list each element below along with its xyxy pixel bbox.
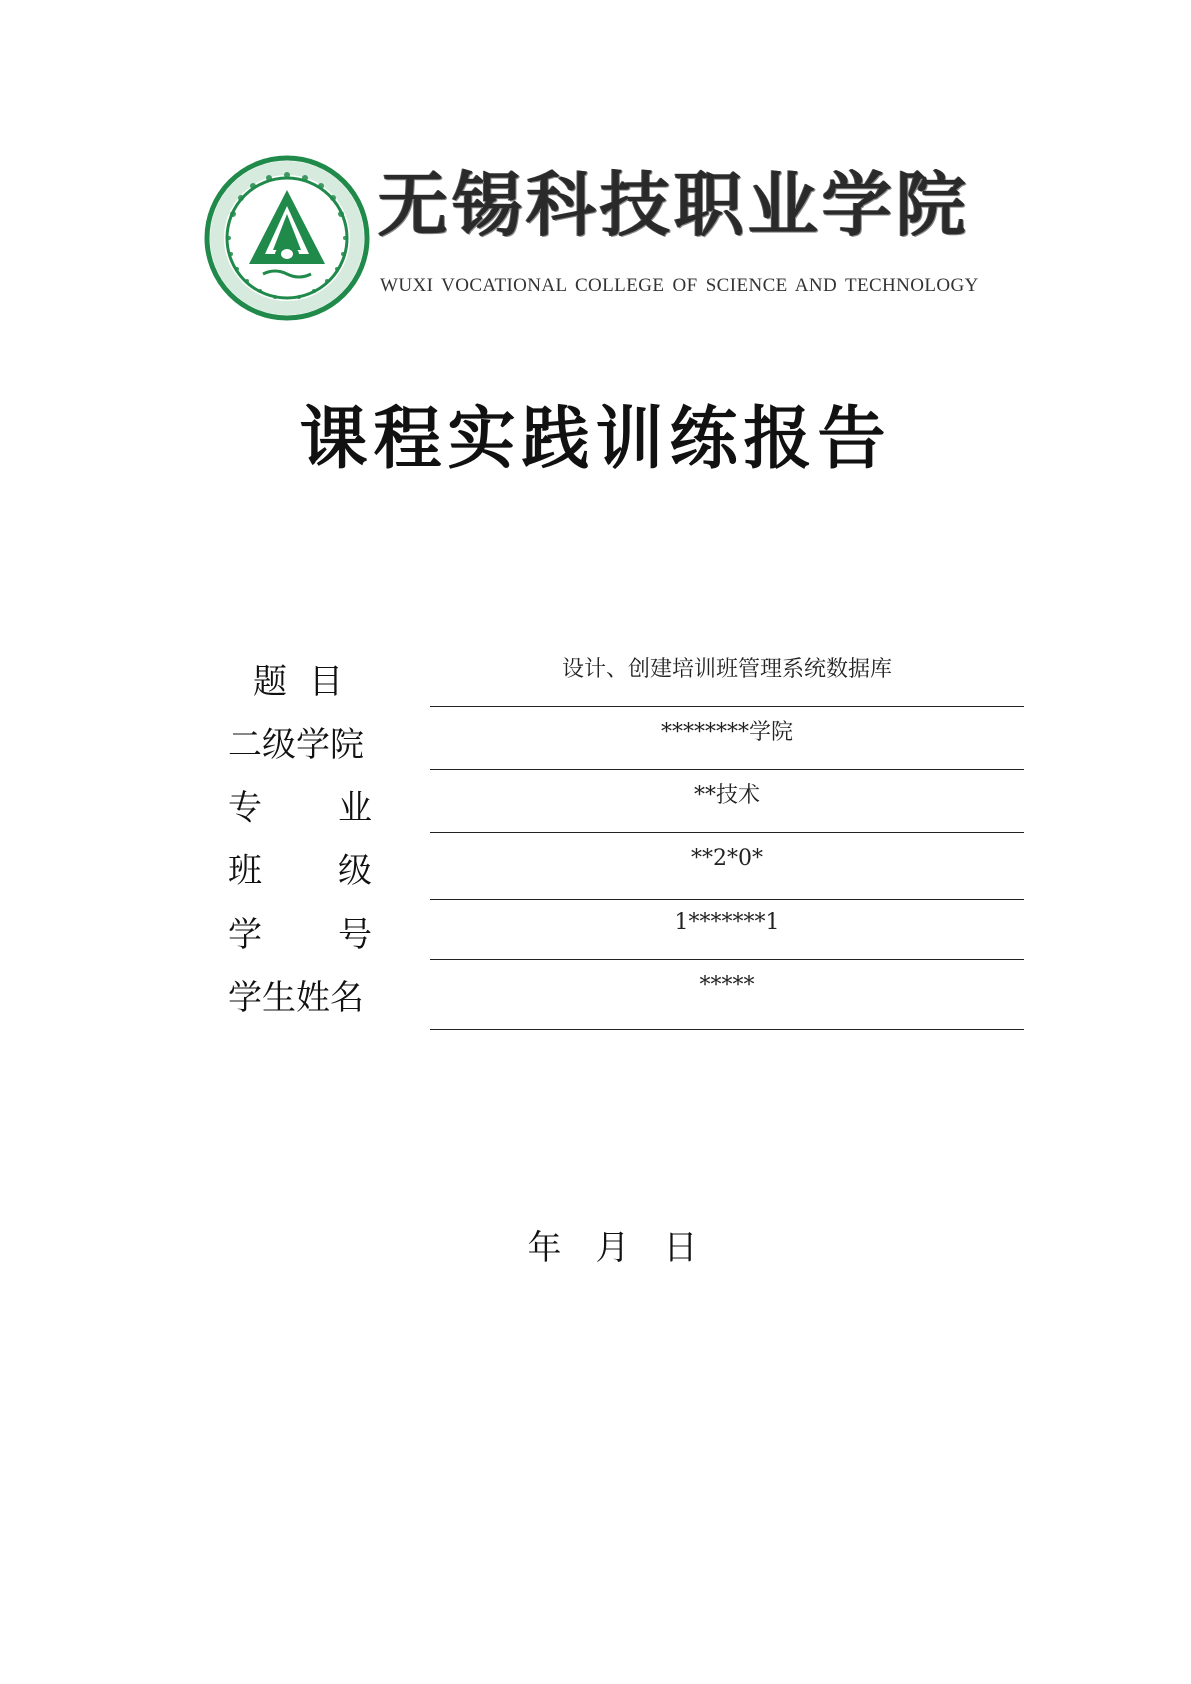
form-underline-student-name — [430, 1029, 1024, 1030]
form-row-major — [0, 776, 1191, 836]
form-underline-student-id — [430, 959, 1024, 960]
form-label-student-id — [228, 915, 372, 955]
college-name-cn: 无锡科技职业学院 — [378, 163, 970, 246]
form-value-class: **2*0* — [691, 846, 763, 871]
report-title: 课程实践训练报告 — [299, 399, 892, 479]
college-header — [203, 150, 1003, 330]
form-label-class-char-1: 班 — [228, 851, 262, 891]
form-underline-class — [430, 899, 1024, 900]
form-label-class-char-2: 级 — [338, 851, 372, 891]
form-label-major — [228, 788, 372, 828]
form-label-student-id-char-2: 号 — [338, 915, 372, 955]
date-year-label: 年 — [527, 1228, 562, 1268]
form-label-topic-char-2: 目 — [309, 662, 343, 702]
form-label-student-name: 学生姓名 — [228, 978, 364, 1018]
form-label-student-id-char-1: 学 — [228, 915, 262, 955]
form-underline-college — [430, 769, 1024, 770]
form-value-student-name: ***** — [699, 973, 755, 998]
form-value-major: **技术 — [693, 783, 760, 808]
date-month-label: 月 — [595, 1228, 630, 1268]
form-row-student-id — [0, 903, 1191, 963]
form-label-class-text — [228, 851, 372, 891]
form-label-college: 二级学院 — [228, 725, 364, 765]
form-underline-major — [430, 832, 1024, 833]
form-row-class — [0, 839, 1191, 899]
form-value-topic: 设计、创建培训班管理系统数据库 — [561, 657, 892, 682]
form-label-topic-char-1: 题 — [253, 662, 287, 702]
form-label-class — [228, 851, 372, 891]
form-underline-topic — [430, 706, 1024, 707]
form-row-student-name — [0, 966, 1191, 1026]
form-label-topic — [253, 662, 343, 702]
form-row-topic — [0, 650, 1191, 710]
form-label-student-id-text — [228, 915, 372, 955]
form-label-major-char-1: 专 — [228, 788, 262, 828]
date-line — [0, 1228, 1191, 1268]
form-label-major-text — [228, 788, 372, 828]
form-value-student-id: 1*******1 — [674, 910, 780, 935]
form-label-topic-text — [253, 662, 343, 702]
date-day-label: 日 — [663, 1228, 698, 1268]
college-name-en: WUXI VOCATIONAL COLLEGE OF SCIENCE AND TECHNOLOGY — [380, 275, 979, 296]
form-label-major-char-2: 业 — [338, 788, 372, 828]
form-value-college: ********学院 — [660, 720, 793, 745]
form-row-college — [0, 713, 1191, 773]
college-seal-icon — [203, 154, 371, 322]
